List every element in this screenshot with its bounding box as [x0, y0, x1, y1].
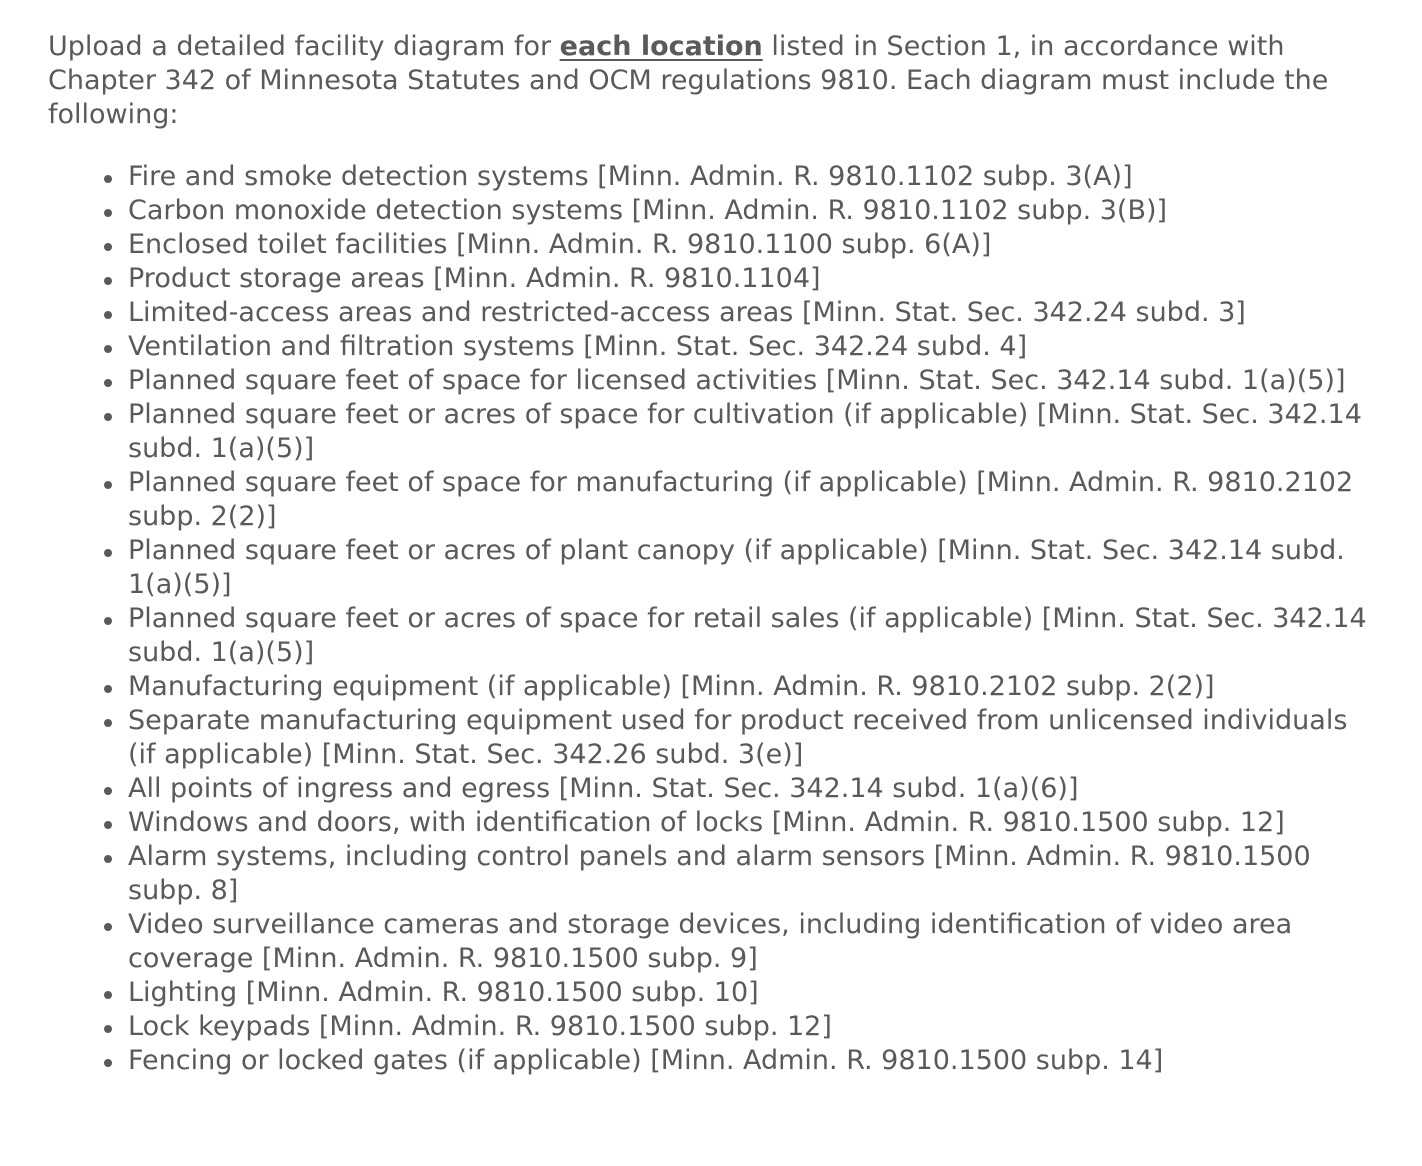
list-item: Alarm systems, including control panels and alarm sensors [Minn. Admin. R. 9810.1500 subp. 8]	[128, 840, 1378, 908]
intro-text-before: Upload a detailed facility diagram for	[48, 31, 560, 62]
requirements-list	[48, 160, 1378, 1078]
facility-diagram-instructions	[48, 30, 1378, 1078]
list-item: Separate manufacturing equipment used for product received from unlicensed individuals (if applicable) [Minn. Stat. Sec. 342.26 subd. 3(e)]	[128, 704, 1378, 772]
intro-text-after: listed in Section 1, in accordance with Chapter 342 of Minnesota Statutes and OCM regulations 9810. Each diagram must include the following:	[48, 31, 1329, 130]
intro-emphasis: each location	[559, 31, 763, 62]
list-item: Planned square feet or acres of plant canopy (if applicable) [Minn. Stat. Sec. 342.14 subd. 1(a)(5)]	[128, 534, 1378, 602]
list-item: Manufacturing equipment (if applicable) [Minn. Admin. R. 9810.2102 subp. 2(2)]	[128, 670, 1378, 704]
list-item: All points of ingress and egress [Minn. Stat. Sec. 342.14 subd. 1(a)(6)]	[128, 772, 1378, 806]
list-item: Lighting [Minn. Admin. R. 9810.1500 subp. 10]	[128, 976, 1378, 1010]
list-item: Planned square feet of space for manufacturing (if applicable) [Minn. Admin. R. 9810.2102 subp. 2(2)]	[128, 466, 1378, 534]
list-item: Product storage areas [Minn. Admin. R. 9810.1104]	[128, 262, 1378, 296]
list-item: Lock keypads [Minn. Admin. R. 9810.1500 subp. 12]	[128, 1010, 1378, 1044]
list-item: Planned square feet of space for licensed activities [Minn. Stat. Sec. 342.14 subd. 1(a)(5)]	[128, 364, 1378, 398]
intro-paragraph	[48, 30, 1378, 132]
list-item: Ventilation and filtration systems [Minn. Stat. Sec. 342.24 subd. 4]	[128, 330, 1378, 364]
list-item: Fencing or locked gates (if applicable) [Minn. Admin. R. 9810.1500 subp. 14]	[128, 1044, 1378, 1078]
list-item: Enclosed toilet facilities [Minn. Admin. R. 9810.1100 subp. 6(A)]	[128, 228, 1378, 262]
list-item: Limited-access areas and restricted-access areas [Minn. Stat. Sec. 342.24 subd. 3]	[128, 296, 1378, 330]
list-item: Planned square feet or acres of space for cultivation (if applicable) [Minn. Stat. Sec. 342.14 subd. 1(a)(5)]	[128, 398, 1378, 466]
list-item: Planned square feet or acres of space for retail sales (if applicable) [Minn. Stat. Sec. 342.14 subd. 1(a)(5)]	[128, 602, 1378, 670]
list-item: Windows and doors, with identification of locks [Minn. Admin. R. 9810.1500 subp. 12]	[128, 806, 1378, 840]
list-item: Fire and smoke detection systems [Minn. Admin. R. 9810.1102 subp. 3(A)]	[128, 160, 1378, 194]
list-item: Video surveillance cameras and storage devices, including identification of video area coverage [Minn. Admin. R. 9810.1500 subp. 9]	[128, 908, 1378, 976]
list-item: Carbon monoxide detection systems [Minn. Admin. R. 9810.1102 subp. 3(B)]	[128, 194, 1378, 228]
